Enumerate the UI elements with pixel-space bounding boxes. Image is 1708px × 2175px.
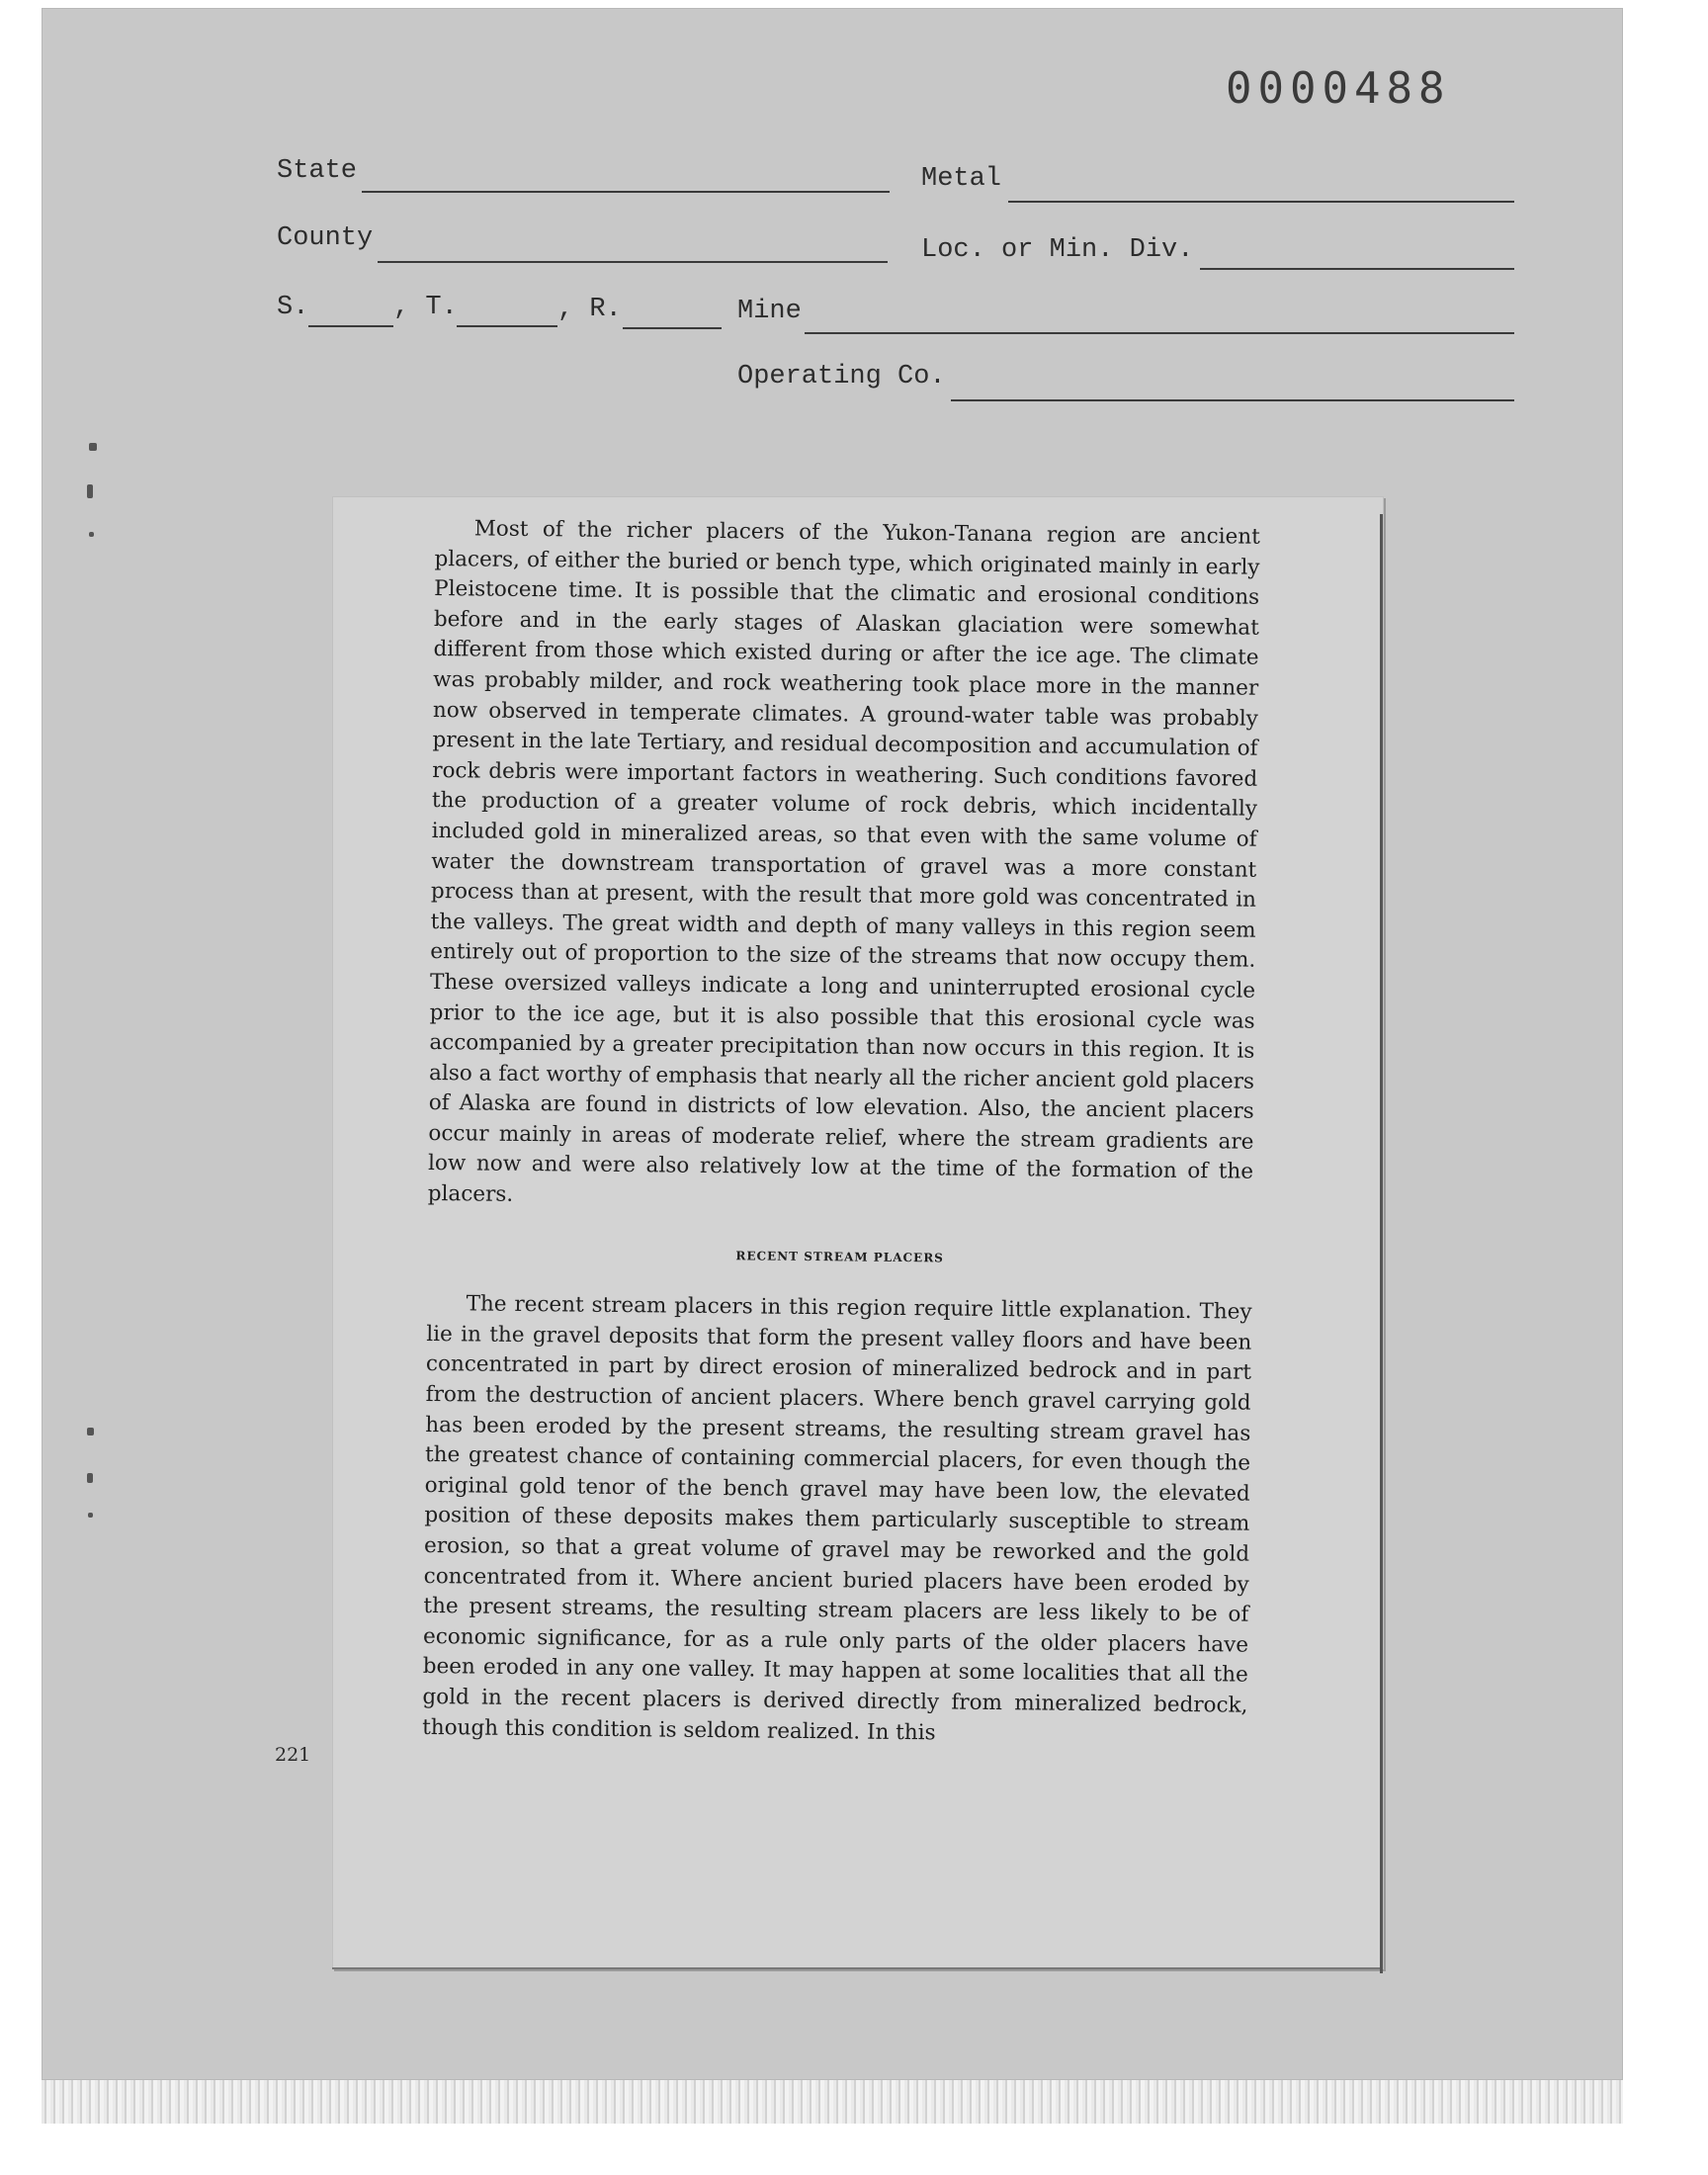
paragraph-recent-placers: The recent stream placers in this region require little explanation. They lie in the gravel deposits that form the present valley floors and have been concentrated in part by direct erosion of mineralized bedrock and in part from the destruction of ancient placers. Where bench gravel carrying gold has been eroded by the present streams, the resulting stream gravel has the greatest chance of containing commercial placers, for even though the original gold tenor of the bench gravel may have been low, the elevated position of these deposits makes them particularly susceptible to stream erosion, so that a great volume of gravel may be reworked and the gold concentrated from it. Where ancient buried placers have been eroded by the present streams, the resulting stream placers are less likely to be of economic significance, for as a rule only parts of the older placers have been eroded in any one valley. It may happen at some localities that all the gold in the recent placers is derived directly from mineralized bedrock, though this condition is seldom realized. In this: [422, 1291, 1252, 1745]
county-label: County: [277, 223, 374, 253]
township-field-line[interactable]: [457, 325, 557, 327]
loc-min-div-label: Loc. or Min. Div.: [921, 235, 1194, 265]
margin-mark: [87, 1428, 94, 1436]
page-edge: [332, 1967, 1380, 1969]
margin-mark: [89, 532, 94, 537]
state-field-line[interactable]: [362, 191, 890, 193]
county-field-line[interactable]: [378, 261, 888, 263]
operating-co-label: Operating Co.: [737, 362, 946, 392]
margin-mark: [89, 443, 97, 451]
page-edge: [1380, 514, 1383, 1973]
page-number: 221: [275, 1744, 311, 1766]
township-label: , T.: [393, 293, 458, 322]
metal-label: Metal: [921, 164, 1002, 194]
state-label: State: [277, 156, 358, 186]
operating-co-field-line[interactable]: [951, 399, 1514, 401]
metal-field-line[interactable]: [1008, 201, 1514, 203]
margin-mark: [88, 1513, 93, 1518]
page-body: [422, 514, 1260, 1752]
scan-edge-strip: [42, 2080, 1623, 2124]
section-field-line[interactable]: [308, 325, 393, 327]
loc-min-div-field-line[interactable]: [1200, 268, 1514, 270]
range-label: , R.: [557, 295, 622, 324]
range-field-line[interactable]: [623, 327, 722, 329]
margin-mark: [87, 484, 93, 498]
document-number: 0000488: [1226, 63, 1451, 114]
paragraph-ancient-placers: Most of the richer placers of the Yukon-Tanana region are ancient placers, of either the buried or bench type, which originated mainly in early Pleistocene time. It is possible that the climatic and erosional conditions before and in the early stages of Alaskan glaciation were somewhat different from those which existed during or after the ice age. The climate was probably milder, and rock weathering took place more in the manner now observed in temperate climates. A ground-water table was probably present in the late Tertiary, and residual decomposition and accumulation of rock debris were important factors in weathering. Such conditions favored the production of a greater volume of rock debris, which incidentally included gold in mineralized areas, so that even with the same volume of water the downstream transportation of gravel was a more constant process than at present, with the result that more gold was concentrated in the valleys. The great width and depth of many valleys in this region seem entirely out of proportion to the size of the streams that now occupy them. These oversized valleys indicate a long and uninterrupted erosional cycle prior to the ice age, but it is also possible that this erosional cycle was accompanied by a greater precipitation than now occurs in this region. It is also a fact worthy of emphasis that nearly all the richer ancient gold placers of Alaska are found in districts of low elevation. Also, the ancient placers occur mainly in areas of moderate relief, where the stream gradients are low now and were also relatively low at the time of the formation of the placers.: [427, 516, 1260, 1207]
margin-mark: [87, 1473, 93, 1483]
mine-label: Mine: [737, 297, 802, 326]
section-heading: RECENT STREAM PLACERS: [735, 1248, 944, 1265]
mine-field-line[interactable]: [805, 332, 1514, 334]
section-label: S.: [277, 293, 309, 322]
